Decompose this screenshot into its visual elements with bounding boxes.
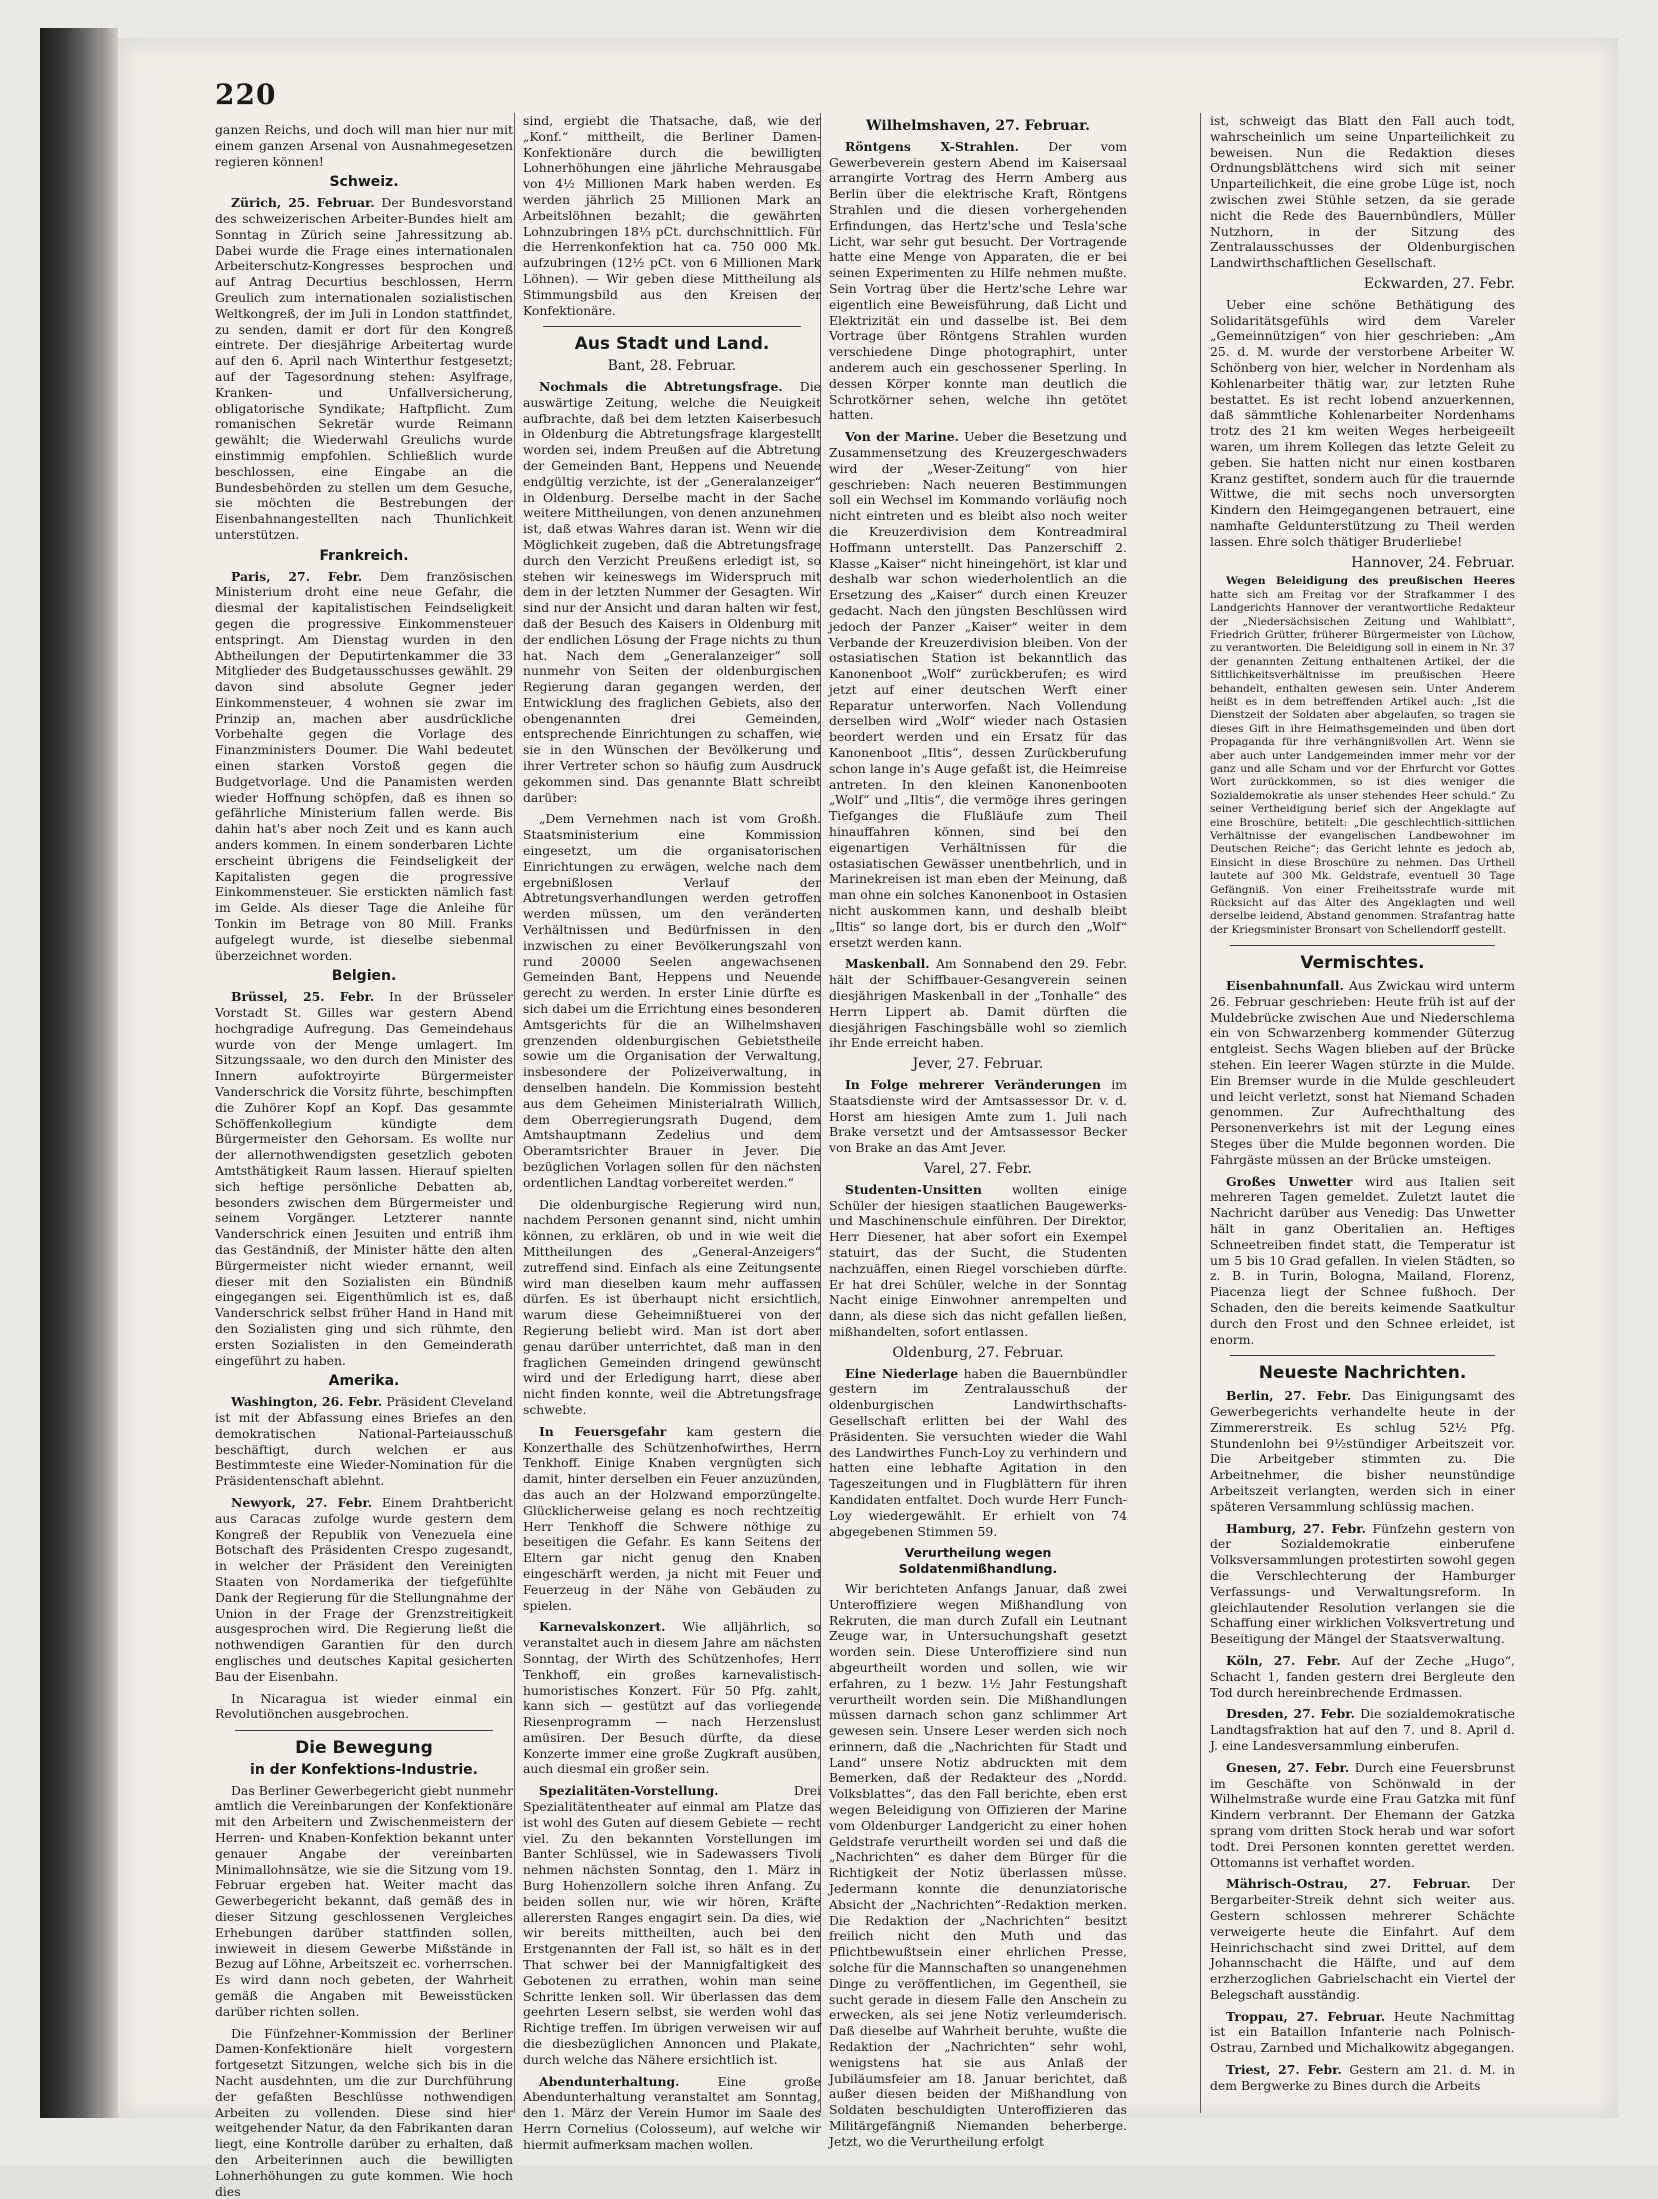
dateline: Newyork, 27. Febr. xyxy=(231,1494,373,1510)
separator-rule xyxy=(1230,945,1495,946)
article-body: wird aus Italien seit mehreren Tagen gemeldet. Zuletzt lautet die Nachricht darüber aus Venedig: Das Unwetter hält in ganz Oberitalien an. Heftiges Schneetreiben findet statt, die Temperatur ist um 5 bis 10 Grad gefallen. In vielen Städten, so z. B. in Turin, Bologna, Mailand, Florenz, Piacenza liegt der Schnee fußhoch. Der Schaden, den die bereits keimende Saatkultur durch den Frost und den Schnee erleidet, ist enorm. xyxy=(1210,1173,1515,1347)
article-text xyxy=(215,569,513,964)
dateline: Varel, 27. Febr. xyxy=(923,1161,1033,1177)
article-body: Der Bundesvorstand des schweizerischen Arbeiter-Bundes hielt am Sonntag in Zürich seine Jahressitzung ab. Dabei wurde die Frage eines internationalen Arbeiterschutz-Kongresses besprochen und auf Antrag Decurtius beschlossen, Herrn Greulich zum internationalen sozialistischen Weltkongreß, der im Juli in London stattfindet, zu senden, damit er dort für den Kongreß eintrete. Der diesjährige Arbeitertag wurde auf den 6. April nach Winterthur festgesetzt; auf der Tagesordnung stehen: Asylfrage, Kranken- und Unfallversicherung, obligatorische Syndikate; Haftpflicht. Zum romanischen Sekretär wurde Reimann gewählt; die Wiederwahl Greulichs wurde einstimmig empfohlen. Schließlich wurde beschlossen, eine Eingabe an die Bundesbehörden zu stellen um dem Gesuche, sie möchten die Bestrebungen der Eisenbahnangestellten nach Thunlichkeit unterstützen. xyxy=(215,195,513,542)
article-subheadline: in der Konfektions-Industrie. xyxy=(250,1761,478,1778)
dateline: Dresden, 27. Febr. xyxy=(1226,1706,1355,1722)
article-text xyxy=(1210,1521,1515,1647)
article-text xyxy=(215,1394,513,1489)
section-headline: Vermischtes. xyxy=(1300,953,1425,974)
headline-line: Die Bewegung xyxy=(295,1738,433,1759)
article-body: Aus Zwickau wird unterm 26. Februar geschrieben: Heute früh ist auf der Muldebrücke zwischen Aue und Niederschlema ein von Schwarzenberg kommender Güterzug entgleist. Sechs Wagen blieben auf der Brücke stehen. Ein leerer Wagen stürzte in die Mulde. Ein Bremser wurde in die Mulde geschleudert und leicht verletzt, sonst hat Niemand Schaden genommen. Zur Aufrechthaltung des Personenverkehrs ist mit der Legung eines Steges über die Mulde begonnen worden. Die Fahrgäste müssen an der Brücke umsteigen. xyxy=(1210,978,1515,1167)
article-body: Gestern am 21. d. M. in dem Bergwerke zu Bines durch die Arbeits xyxy=(1210,2062,1515,2093)
article-body: Der vom Gewerbeverein gestern Abend im Kaisersaal arrangirte Vortrag des Herrn Amberg aus Berlin über die elektrische Kraft, Röntgens Strahlen und die diesen vorhergehenden Erfindungen, das Hertz'sche und Tesla'sche Licht, war sehr gut besucht. Der Vortragende hatte eine Menge von Apparaten, die er bei seinen Experimenten zu Hilfe nehmen mußte. Sein Vortrag über die Hertz'sche Lehre war eigentlich eine Beweisführung, daß Licht und Elektrizität ein und dasselbe ist. Bei dem Vortrage über Röntgens Strahlen wurden verschiedene Dinge photographirt, unter anderem auch ein geschossener Sperling. In dessen Körper konnte man deutlich die Schrotkörner sehen, welche ihn getötet hatten. xyxy=(829,138,1127,423)
section-heading: Schweiz. xyxy=(329,174,399,191)
article-body: In der Brüsseler Vorstadt St. Gilles war gestern Abend hochgradige Aufregung. Das Gemeindehaus wurde von der Menge umlagert. Im Sitzungssaale, wo den durch den Minister des Innern aufoktroyirte Bürgermeister Vanderschrick die Vorsitz führte, beschimpften die Zuhörer Kopf an Kopf. Das gesammte Schöffenkollegium kündigte dem Bürgermeister den Gehorsam. Es wollte nur der allernothwendigsten gesetzlich geboten Amtsthätigkeit Raum lassen. Hierauf spielten sich heftige persönliche Debatten ab, besonders zwischen dem Bürgermeister und seinem Vorgänger. Letzterer nannte Vanderschrick einen Jesuiten und entriß ihm das Geständniß, der Minister hätte den alten Bürgermeister nicht wieder ernannt, weil dieser mit den Sozialisten ein Bündniß eingegangen sei. Eigenthümlich ist es, daß Vanderschrick selbst früher Hand in Hand mit den Sozialisten ging und sich rühmte, den ersten Sozialisten in den Gemeinderath eingeführt zu haben. xyxy=(215,989,513,1368)
article-lead: Wegen Beleidigung des preußischen Heeres xyxy=(1226,575,1515,588)
article-text xyxy=(215,1495,513,1685)
article-lead: In Folge mehrerer Veränderungen xyxy=(845,1077,1102,1093)
article-text xyxy=(829,1077,1127,1156)
dateline: Triest, 27. Febr. xyxy=(1226,2062,1342,2078)
dateline: Zürich, 25. Februar. xyxy=(231,195,375,211)
column-rule xyxy=(1200,113,1201,2113)
dateline: Brüssel, 25. Febr. xyxy=(231,989,375,1005)
article-lead: Eine Niederlage xyxy=(845,1365,959,1381)
article-body: Eine große Abendunterhaltung veranstaltet am Sonntag, den 1. März der Verein Humor im Saale des Herrn Cornelius (Colosseum), auf welche wir hiermit aufmerksam machen wollen. xyxy=(523,2073,821,2152)
dateline: Wilhelmshaven, 27. Februar. xyxy=(865,118,1091,134)
article-heading: Verurtheilung wegen Soldatenmißhandlung. xyxy=(898,1545,1058,1577)
section-heading: Belgien. xyxy=(331,968,397,985)
article-lead: Eisenbahnunfall. xyxy=(1226,978,1344,994)
article-text: ist, schweigt das Blatt den Fall auch todt, wahrscheinlich um seine Unparteilichkeit zu beweisen. Nun die Redaktion dieses Ordnungsblättchens wird sich mit seiner Unparteilichkeit, die eine grobe Lüge ist, noch zwischen zwei Stühle setzen, da sie gerade nicht die Rede des Bauernbündlers, Müller Nutzhorn, in der Sitzung des Zentralausschusses der Oldenburgischen Landwirthschaftlichen Gesellschaft. xyxy=(1210,113,1515,271)
dateline: Berlin, 27. Febr. xyxy=(1226,1388,1352,1404)
article-body: Präsident Cleveland ist mit der Abfassung eines Briefes an den demokratischen National-Parteiausschuß beschäftigt, durch welchen er aus Bestimmteste eine Wieder-Nomination für die Präsidentenschaft ablehnt. xyxy=(215,1394,513,1489)
article-text xyxy=(523,1619,821,1777)
article-text: Ueber eine schöne Bethätigung des Solidaritätsgefühls wird dem Vareler „Gemeinnützigen“ von hier geschrieben: „Am 25. d. M. wurde der verstorbene Arbeiter W. Schönberg von hier, welcher in Nordenham als Kohlenarbeiter thätig war, zur letzten Ruhe bestattet. Es ist recht lobend anzuerkennen, daß sämmtliche Kohlenarbeiter Nordenhams trotz des 21 km weiten Weges herbeigeeilt waren, um ihrem Kollegen das letzte Geleit zu geben. Sie hatten nicht nur einen kostbaren Kranz gestiftet, sondern auch für die trauernde Wittwe, die mit sechs noch unversorgten Kindern den Heimgegangenen betrauert, eine namhafte Geldunterstützung zu Theil werden lassen. Ehre solch thätiger Bruderliebe! xyxy=(1210,296,1515,549)
dateline: Oldenburg, 27. Februar. xyxy=(892,1344,1064,1361)
article-text: Das Berliner Gewerbegericht giebt nunmehr amtlich die Vereinbarungen der Konfektionäre mit den Arbeitern und Zwischenmeistern der Herren- und Knaben-Konfektion bekannt unter genauer Angabe der vereinbarten Minimallohnsätze, wie sie die Sitzung vom 19. Februar ergeben hat. Weiter macht das Gewerbegericht bekannt, daß gemäß des in dieser Sitzung geschlossenen Vergleiches Erhebungen darüber stattfinden sollen, inwieweit in diesem Gewerbe Mißstände in Bezug auf Löhne, Arbeitszeit ec. vorherrschen. Es wird dann noch gebeten, der Wahrheit gemäß die Angaben mit Beweisstücken darüber richten sollen. xyxy=(215,1782,513,2019)
article-body: Die auswärtige Zeitung, welche die Neuigkeit aufbrachte, daß bei dem letzten Kaiserbesuch in Oldenburg die Abtretungsfrage klargestellt worden sei, indem Preußen auf die Abtretung der Gemeinden Bant, Heppens und Neuende endgültig verzichte, ist der „Generalanzeiger“ in Oldenburg. Derselbe macht in der Sache weitere Mittheilungen, von denen anzunehmen ist, daß etwas Wahres daran ist. Wenn wir die Möglichkeit zugeben, daß die Abtretungsfrage durch den Verzicht Preußens erledigt ist, so stehen wir keineswegs im Widerspruch mit dem in der letzten Nummer der Gesagten. Wir sind nur der Ansicht und daran halten wir fest, daß der Besuch des Kaisers in Oldenburg mit der endlichen Lösung der Frage nichts zu thun hat. Nach dem „Generalanzeiger“ soll nunmehr von Seiten der oldenburgischen Regierung daran gegangen werden, der Entwicklung des fraglichen Gebiets, also der obengenannten drei Gemeinden, entsprechende Einrichtungen zu schaffen, wie sie in den Wünschen der Bevölkerung und ihrer Vertreter schon so häufig zum Ausdruck gekommen sind. Das genannte Blatt schreibt darüber: xyxy=(523,378,821,805)
article-body: haben die Bauernbündler gestern im Zentralausschuß der oldenburgischen Landwirthschafts-Gesellschaft erlitten bei der Wahl des Präsidenten. Sie versuchten wieder die Wahl des Landwirthes Funch-Loy zu verhindern und hatten eine lebhafte Agitation in den Tageszeitungen und in Flugblättern für ihren Kandidaten entfaltet. Doch wurde Herr Funch-Loy wiedergewählt. Er erhielt von 74 abgegebenen Stimmen 59. xyxy=(829,1365,1127,1539)
article-text: Die Fünfzehner-Kommission der Berliner Damen-Konfektionäre hielt vorgestern fortgesetzt Sitzungen, welche sich bis in die Nacht ausdehnten, um die zur Durchführung der gefaßten Beschlüsse nothwendigen Arbeiten zu vollenden. Diese sind hier weitgehender Natur, da den Fabrikanten daran liegt, eine Kontrolle darüber zu erhalten, daß den Arbeiterinnen auch die bewilligten Lohnerhöhungen zu gute kommen. Wie hoch dies xyxy=(215,2025,513,2199)
article-lead: Nochmals die Abtretungsfrage. xyxy=(539,378,783,394)
book-binding xyxy=(40,28,102,2118)
article-text xyxy=(523,1424,821,1614)
article-lead: Karnevalskonzert. xyxy=(539,1619,666,1635)
article-text xyxy=(829,429,1127,950)
article-text xyxy=(1210,2062,1515,2094)
article-text xyxy=(1210,1706,1515,1753)
dateline: Köln, 27. Febr. xyxy=(1226,1652,1341,1668)
article-text xyxy=(1210,978,1515,1168)
article-text: In Nicaragua ist wieder einmal ein Revolutiönchen ausgebrochen. xyxy=(215,1690,513,1722)
article-lead: Von der Marine. xyxy=(845,429,959,445)
article-text xyxy=(1210,1388,1515,1514)
dateline: Gnesen, 27. Febr. xyxy=(1226,1759,1350,1775)
article-lead: Maskenball. xyxy=(845,956,930,972)
article-text xyxy=(215,989,513,1368)
article-headline xyxy=(215,1738,513,1759)
article-text xyxy=(1210,1760,1515,1871)
article-text xyxy=(829,1182,1127,1340)
column-4 xyxy=(1210,113,1515,2101)
article-text xyxy=(215,195,513,543)
article-lead: Studenten-Unsitten xyxy=(845,1181,982,1197)
dateline: Hannover, 24. Februar. xyxy=(1351,554,1515,571)
article-text xyxy=(1210,1174,1515,1348)
article-text xyxy=(829,1366,1127,1540)
article-body: Fünfzehn gestern von der Sozialdemokratie einberufene Volksversammlungen protestirten sowohl gegen die Verschlechterung der Hamburger Verfassungs- und Verwaltungsreform. In gleichlautender Resolution verlangen sie die Schaffung einer wirklichen Volksvertretung und Beseitigung der Mängel der Staatsverwaltung. xyxy=(1210,1520,1515,1647)
column-1 xyxy=(215,122,513,2199)
article-lead: In Feuersgefahr xyxy=(539,1423,667,1439)
article-body: Drei Spezialitätentheater auf einmal am Platze das ist wohl des Guten auf diesem Gebiete — recht viel. Zu den bekannten Vorstellungen im Banter Schlüssel, wie in Sadewassers Tivoli nehmen nächsten Sonntag, den 1. März in Burg Hohenzollern solche ihren Anfang. Zu beiden sollen nur, wie wir hören, Kräfte allerersten Ranges engagirt sein. Da dies, wie wir bereits mittheilten, auch bei den Erstgenannten der Fall ist, so hält es in der That schwer bei der Mannigfaltigkeit des Gebotenen zu errathen, wohin man seine Schritte lenken soll. Wir überlassen das dem geehrten Lesern selbst, sie werden wohl das Richtige treffen. Im übrigen verweisen wir auf die diesbezüglichen Annoncen und Plakate, durch welche das Nähere ersichtlich ist. xyxy=(523,1783,821,2067)
article-body: Durch eine Feuersbrunst im Geschäfte von Schönwald in der Wilhelmstraße wurde eine Frau Gatzka mit fünf Kindern verbrannt. Der Ehemann der Gatzka sprang vom dritten Stock herab und war sofort todt. Drei Personen konnten gerettet werden. Ottomanns ist verhaftet worden. xyxy=(1210,1759,1515,1870)
article-body: Am Sonnabend den 29. Febr. hält der Schiffbauer-Gesangverein seinen diesjährigen Maskenball in der „Tonhalle“ des Herrn Lippert ab. Damit dürften die diesjährigen Faschingsbälle wohl so ziemlich ihr Ende erreicht haben. xyxy=(829,956,1127,1051)
column-3 xyxy=(829,113,1127,2149)
article-text: Wir berichteten Anfangs Januar, daß zwei Unteroffiziere wegen Mißhandlung von Rekruten, die man durch Zufall ein Leutnant Zeuge war, in Untersuchungshaft gesetzt worden sein. Diese Unteroffiziere sind nun abgeurtheilt worden und sollen, wie wir erfahren, zu 1 bezw. 1½ Jahr Festungshaft verurtheilt worden sein. Die Mißhandlungen müssen darnach schon ganz schlimmer Art gewesen sein. Unsere Leser werden sich noch erinnern, daß die „Nachrichten für Stadt und Land“ unsere Notiz abdruckten mit dem Bemerken, daß der Redakteur des „Nordd. Volksblattes“, das den Fall berichte, eben erst wegen Beleidigung von Offizieren der Marine vom Oldenburger Landgericht zu einer hohen Geldstrafe verurtheilt worden sei und daß die „Nachrichten“ es daher dem Bürger für die Richtigkeit der Notiz überlassen müsse. Jedermann konnte die denunziatorische Absicht der „Nachrichten“-Redaktion merken. Die Redaktion der „Nachrichten“ besitzt freilich nicht den Muth und das Pflichtbewußtsein einer ehrlichen Presse, solche für die Mannschaften so unangenehmen Dinge zu veröffentlichen, im Gegentheil, sie sucht gerade in diesem Falle den Anschein zu erwecken, als sei jene Notiz verleumderisch. Daß dieselbe auf Wahrheit beruhte, wußte die Redaktion der „Nachrichten“ sehr wohl, wenigstens hat sie aus Anlaß der Jubiläumsfeier am 18. Januar berichtet, daß außer diesen beiden der Mißhandlung von Soldaten beschuldigten Unteroffizieren das Militärgefängniß Niemanden beherberge. Jetzt, wo die Verurtheilung erfolgt xyxy=(829,1580,1127,2149)
article-body: Wie alljährlich, so veranstaltet auch in diesem Jahre am nächsten Sonntag, der Wirth des Schützenhofes, Herr Tenkhoff, ein großes karnevalistisch-humoristisches Konzert. Für 50 Pfg. zahlt, kann sich — gestützt auf das vorliegende Riesenprogramm — nach Herzenslust amüsiren. Der Besuch dürfte, da diese Konzerte immer eine große Zugkraft ausüben, auch diesmal ein großer sein. xyxy=(523,1619,821,1777)
article-text xyxy=(523,379,821,806)
article-text: ganzen Reichs, und doch will man hier nur mit einem ganzen Arsenal von Ausnahmegesetzen regieren können! xyxy=(215,122,513,169)
page-gutter xyxy=(100,28,118,2118)
article-text xyxy=(829,139,1127,423)
section-heading: Amerika. xyxy=(328,1373,400,1390)
article-text: Die oldenburgische Regierung wird nun, nachdem Personen genannt sind, nicht umhin können, zu erklären, ob und in wie weit die Mittheilungen des „General-Anzeigers“ zutreffend sind. Einfach als eine Zeitungsente wird man dieselben kaum mehr auffassen dürfen. Es ist überhaupt nicht ersichtlich, warum diese Geheimnißtuerei von der Regierung beliebt wird. Man ist dort aber genau darüber unterrichtet, daß man in den fraglichen Gemeinden dringend gewünscht wird und der Erledigung harrt, diese aber nicht finden konnte, weil die Abtretungsfrage schwebte. xyxy=(523,1196,821,1417)
article-text xyxy=(523,2074,821,2153)
article-body: Der Bergarbeiter-Streik dehnt sich weiter aus. Gestern schlossen mehrerer Schächte verweigerte heute die Einfahrt. Auf dem Heinrichschacht sind zwei Drittel, auf dem Johannschacht die Hälfte, und auf dem erzherzoglichen Gabrielschacht ein Viertel der Belegschaft ausständig. xyxy=(1210,1876,1515,2002)
dateline: Eckwarden, 27. Febr. xyxy=(1363,275,1515,292)
dateline: Washington, 26. Febr. xyxy=(231,1394,383,1410)
column-rule xyxy=(514,113,515,2113)
article-text xyxy=(829,956,1127,1051)
article-body: Dem französischen Ministerium droht eine neue Gefahr, die diesmal der kapitalistischen Feindseligkeit gegen die progressive Einkommensteuer entspringt. Am Dienstag wurden in den Abtheilungen der Deputirtenkammer die 33 Mitglieder des Budgetausschusses gewählt. 29 davon sind absolute Gegner jeder Einkommensteuer, 4 wohnen sie zwar im Prinzip an, machen aber ausdrückliche Vorbehalte gegen die Vorlage des Finanzministers Doumer. Die Wahl bedeutet einen starken Vorstoß gegen die Budgetvorlage. Und die Panamisten werden wieder Hoffnung schöpfen, daß es ihnen so gefährliche Ministerium fallen werde. Bis dahin hat's aber noch Zeit und es kann auch anders kommen. In einem sonderbaren Lichte erscheint übrigens die Feindseligkeit der Kapitalisten gegen die progressive Einkommensteuer. Sie erstickten nämlich fast im Gelde. Als dieser Tage die Anleihe für Tonkin im Betrage von 80 Mill. Franks aufgelegt wurde, ist dieselbe siebenmal überzeichnet worden. xyxy=(215,568,513,963)
dateline: Troppau, 27. Februar. xyxy=(1226,2008,1386,2024)
article-body: Die sozialdemokratische Landtagsfraktion hat auf den 7. und 8. April d. J. eine Landesversammlung einberufen. xyxy=(1210,1706,1515,1753)
section-headline: Aus Stadt und Land. xyxy=(574,334,770,355)
article-body: im Staatsdienste wird der Amtsassessor Dr. v. d. Horst am hiesigen Amte zum 1. Juli nach Brake versetzt und der Amtsassessor Becker von Brake an das Amt Jever. xyxy=(829,1077,1127,1156)
article-body: wollten einige Schüler der hiesigen staatlichen Baugewerks- und Maschinenschule einführen. Der Direktor, Herr Diesener, hat aber sofort ein Exempel statuirt, das der Sucht, die Studenten nachzuäffen, einen Riegel vorschieben dürfte. Er hat drei Schüler, welche in der Sonntag Nacht einige Einwohner anrempelten und dann, als diese sich das nicht gefallen ließen, mißhandelten, sofort entlassen. xyxy=(829,1181,1127,1339)
dateline: Jever, 27. Februar. xyxy=(912,1056,1044,1073)
article-text xyxy=(1210,575,1515,937)
article-body: Auf der Zeche „Hugo“, Schacht 1, fanden gestern drei Bergleute den Tod durch hereinbrechende Erdmassen. xyxy=(1210,1652,1515,1700)
article-body: Ueber die Besetzung und Zusammensetzung des Kreuzergeschwaders wird der „Weser-Zeitung“ von hier geschrieben: Nach neueren Bestimmungen soll ein Wechsel im Kommando vorläufig noch nicht eintreten und es bleibt also noch weiter die Kreuzerdivision dem Kontreadmiral Hoffmann unterstellt. Das Panzerschiff 2. Klasse „Kaiser“ nicht hineingehört, ist klar und deshalb war schon wiederholentlich an die Ersetzung des „Kaiser“ durch einen Kreuzer gedacht. Nach den jüngsten Beschlüssen wird jedoch der Panzer „Kaiser“ weiter in dem Verbande der Kreuzerdivision bleiben. Von der ostasiatischen Station ist bekanntlich das Kanonenboot „Wolf“ zurückberufen; es wird jetzt auf einer deutschen Werft einer Reparatur unterworfen. Nach Vollendung derselben wird „Wolf“ wieder nach Ostasien beordert werden und ein Ersatz für das Kanonenboot „Iltis“, dessen Zurückberufung schon lange in's Auge gefaßt ist, die Heimreise antreten. In den kleinen Kanonenbooten „Wolf“ und „Iltis“, die vermöge ihres geringen Tiefganges die Flußläufe zum Theil hinauffahren können, sind bei den eigenartigen Verhältnissen für die ostasiatischen Gewässer unentbehrlich, und in Marinekreisen ist man eben der Meinung, daß man ohne ein solches Kanonenboot in Ostasien nicht auskommen kann, und deshalb bleibt „Iltis“ so lange dort, bis er durch den „Wolf“ ersetzt werden kann. xyxy=(829,429,1127,950)
separator-rule xyxy=(543,326,801,327)
article-text xyxy=(523,1783,821,2067)
article-lead: Abendunterhaltung. xyxy=(539,2073,680,2089)
dateline: Bant, 28. Februar. xyxy=(607,358,737,375)
article-lead: Spezialitäten-Vorstellung. xyxy=(539,1783,719,1799)
separator-rule xyxy=(1230,1355,1495,1356)
article-body: hatte sich am Freitag vor der Strafkammer I des Landgerichts Hannover der verantwortliche Redakteur der „Niedersächsischen Zeitung und Wahlblatt“, Friedrich Grütter, früherer Bürgermeister von Lüchow, zu verantworten. Die Beleidigung soll in einem in Nr. 37 der genannten Zeitung enthaltenen Artikel, der die Sittlichkeitsverhältnisse im preußischen Heere behandelt, enthalten gewesen sein. Unter Anderem heißt es in dem betreffenden Artikel auch: „Ist die Dienstzeit der Soldaten aber abgelaufen, so tragen sie dieses Gift in ihre Heimathsgemeinden und üben dort Propaganda für ihre verhängnißvollen Art. Wenn sie aber auch unter Landgemeinden immer mehr vor der ganz und alle Scham und vor der Ehrfurcht vor Gottes Wort zurückkommen, so ist dies weniger die Sozialdemokratie als unser stehendes Heer schuld.“ Zu seiner Vertheidigung berief sich der Angeklagte auf eine Broschüre, betitelt: „Die geschlechtlich-sittlichen Verhältnisse der evangelischen Landbewohner im Deutschen Reiche“; das Gericht lehnte es jedoch ab, Einsicht in diese Broschüre zu nehmen. Das Urtheil lautete auf 300 Mk. Geldstrafe, eventuell 30 Tage Gefängniß. Von einer Freiheitsstrafe wurde mit Rücksicht auf das Alter des Angeklagten und weil derselbe leidend, Abstand genommen. Strafantrag hatte der Kriegsminister Bronsart von Schellendorff gestellt. xyxy=(1210,588,1515,936)
article-body: Das Einigungsamt des Gewerbegerichts verhandelte heute in der Zimmererstreik. Es schlug 52½ Pfg. Stundenlohn bei 9½stündiger Arbeitszeit vor. Die Arbeitgeber stimmten zu. Die Arbeitnehmer, die bisher neunstündige Arbeitszeit verlangten, werden sich in einer späteren Versammlung schlüssig machen. xyxy=(1210,1388,1515,1514)
dateline: Mährisch-Ostrau, 27. Februar. xyxy=(1226,1876,1471,1892)
section-heading: Frankreich. xyxy=(319,547,409,564)
column-2 xyxy=(523,113,821,2152)
page-number: 220 xyxy=(215,78,277,111)
article-text xyxy=(1210,1653,1515,1700)
article-body: Einem Drahtbericht aus Caracas zufolge wurde gestern dem Kongreß der Republik von Venezuela eine Botschaft des Präsidenten Crespo zugesandt, in welcher der Präsident den Vereinigten Staaten von Nordamerika der tiefgefühlte Dank der Regierung für die Stellungnahme der Union in der Frage der Grenzstreitigkeit ausgesprochen wird. Die Regierung ließt die nothwendigen Garantien für den durch englisches und deutsches Kapital gesicherten Bau der Eisenbahn. xyxy=(215,1494,513,1684)
article-text: sind, ergiebt die Thatsache, daß, wie der „Konf.“ mittheilt, die Berliner Damen-Konfektionäre durch die bewilligten Lohnerhöhungen eine jährliche Mehrausgabe von 4½ Millionen Mark haben werden. Es werden jährlich 25 Millionen Mark an Arbeitslöhnen bezahlt; die gewährten Lohnzubringen 18⅓ pCt. durchschnittlich. Für die Herrenkonfektion hat ca. 750 000 Mk. aufzubringen (12½ pCt. von 6 Millionen Mark Löhnen). — Wir geben diese Mittheilung als Stimmungsbild aus den Kreisen der Konfektionäre. xyxy=(523,113,821,318)
article-body: kam gestern die Konzerthalle des Schützenhofwirthes, Herrn Tenkhoff. Einige Knaben vergnügten sich damit, hinter derselben ein Feuer anzuzünden, das auch an der Holzwand emporzüngelte. Glücklicherweise gelang es noch rechtzeitig Herr Tenkhoff die Schwere nöthige zu beseitigen die Gefahr. Es kann Seitens der Eltern gar nicht genug den Knaben eingeschärft werden, ja nicht mit Feuer und Feuerzeug in der Nähe von Gebäuden zu spielen. xyxy=(523,1423,821,1613)
article-text xyxy=(1210,2009,1515,2056)
article-body: Heute Nachmittag ist ein Bataillon Infanterie nach Polnisch-Ostrau, Zarnbed und Michalkowitz abgegangen. xyxy=(1210,2008,1515,2056)
article-lead: Röntgens X-Strahlen. xyxy=(845,138,1019,154)
dateline: Hamburg, 27. Febr. xyxy=(1226,1520,1366,1536)
article-quote: „Dem Vernehmen nach ist vom Großh. Staatsministerium eine Kommission eingesetzt, um die organisatorischen Einrichtungen zu erwägen, welche nach dem ergebnißlosen Verlauf der Abtretungsverhandlungen werden getroffen werden müssen, um den veränderten Verhältnissen und Bedürfnissen in den inzwischen zu einer Bevölkerungszahl von rund 20000 Seelen angewachsenen Gemeinden Bant, Heppens und Neuende gerecht zu werden. In erster Linie dürfte es sich dabei um die Errichtung eines besonderen Amtsgerichts für die an Wilhelmshaven grenzenden oldenburgischen Gebietstheile sowie um die Organisation der Verwaltung, insbesondere der Polizeiverwaltung, in denselben handeln. Die Kommission besteht aus dem Geheimen Ministerialrath Willich, dem Oberregierungsrath Dugend, dem Amtshauptmann Zedelius und dem Oberamtsrichter Brauer in Jever. Die bezüglichen Vorlagen sollen für den nächsten ordentlichen Landtag vorbereitet werden.“ xyxy=(523,811,821,1190)
dateline: Paris, 27. Febr. xyxy=(231,568,363,584)
article-lead: Großes Unwetter xyxy=(1226,1173,1353,1189)
article-text xyxy=(1210,1876,1515,2002)
section-headline: Neueste Nachrichten. xyxy=(1258,1363,1467,1384)
separator-rule xyxy=(235,1730,493,1731)
